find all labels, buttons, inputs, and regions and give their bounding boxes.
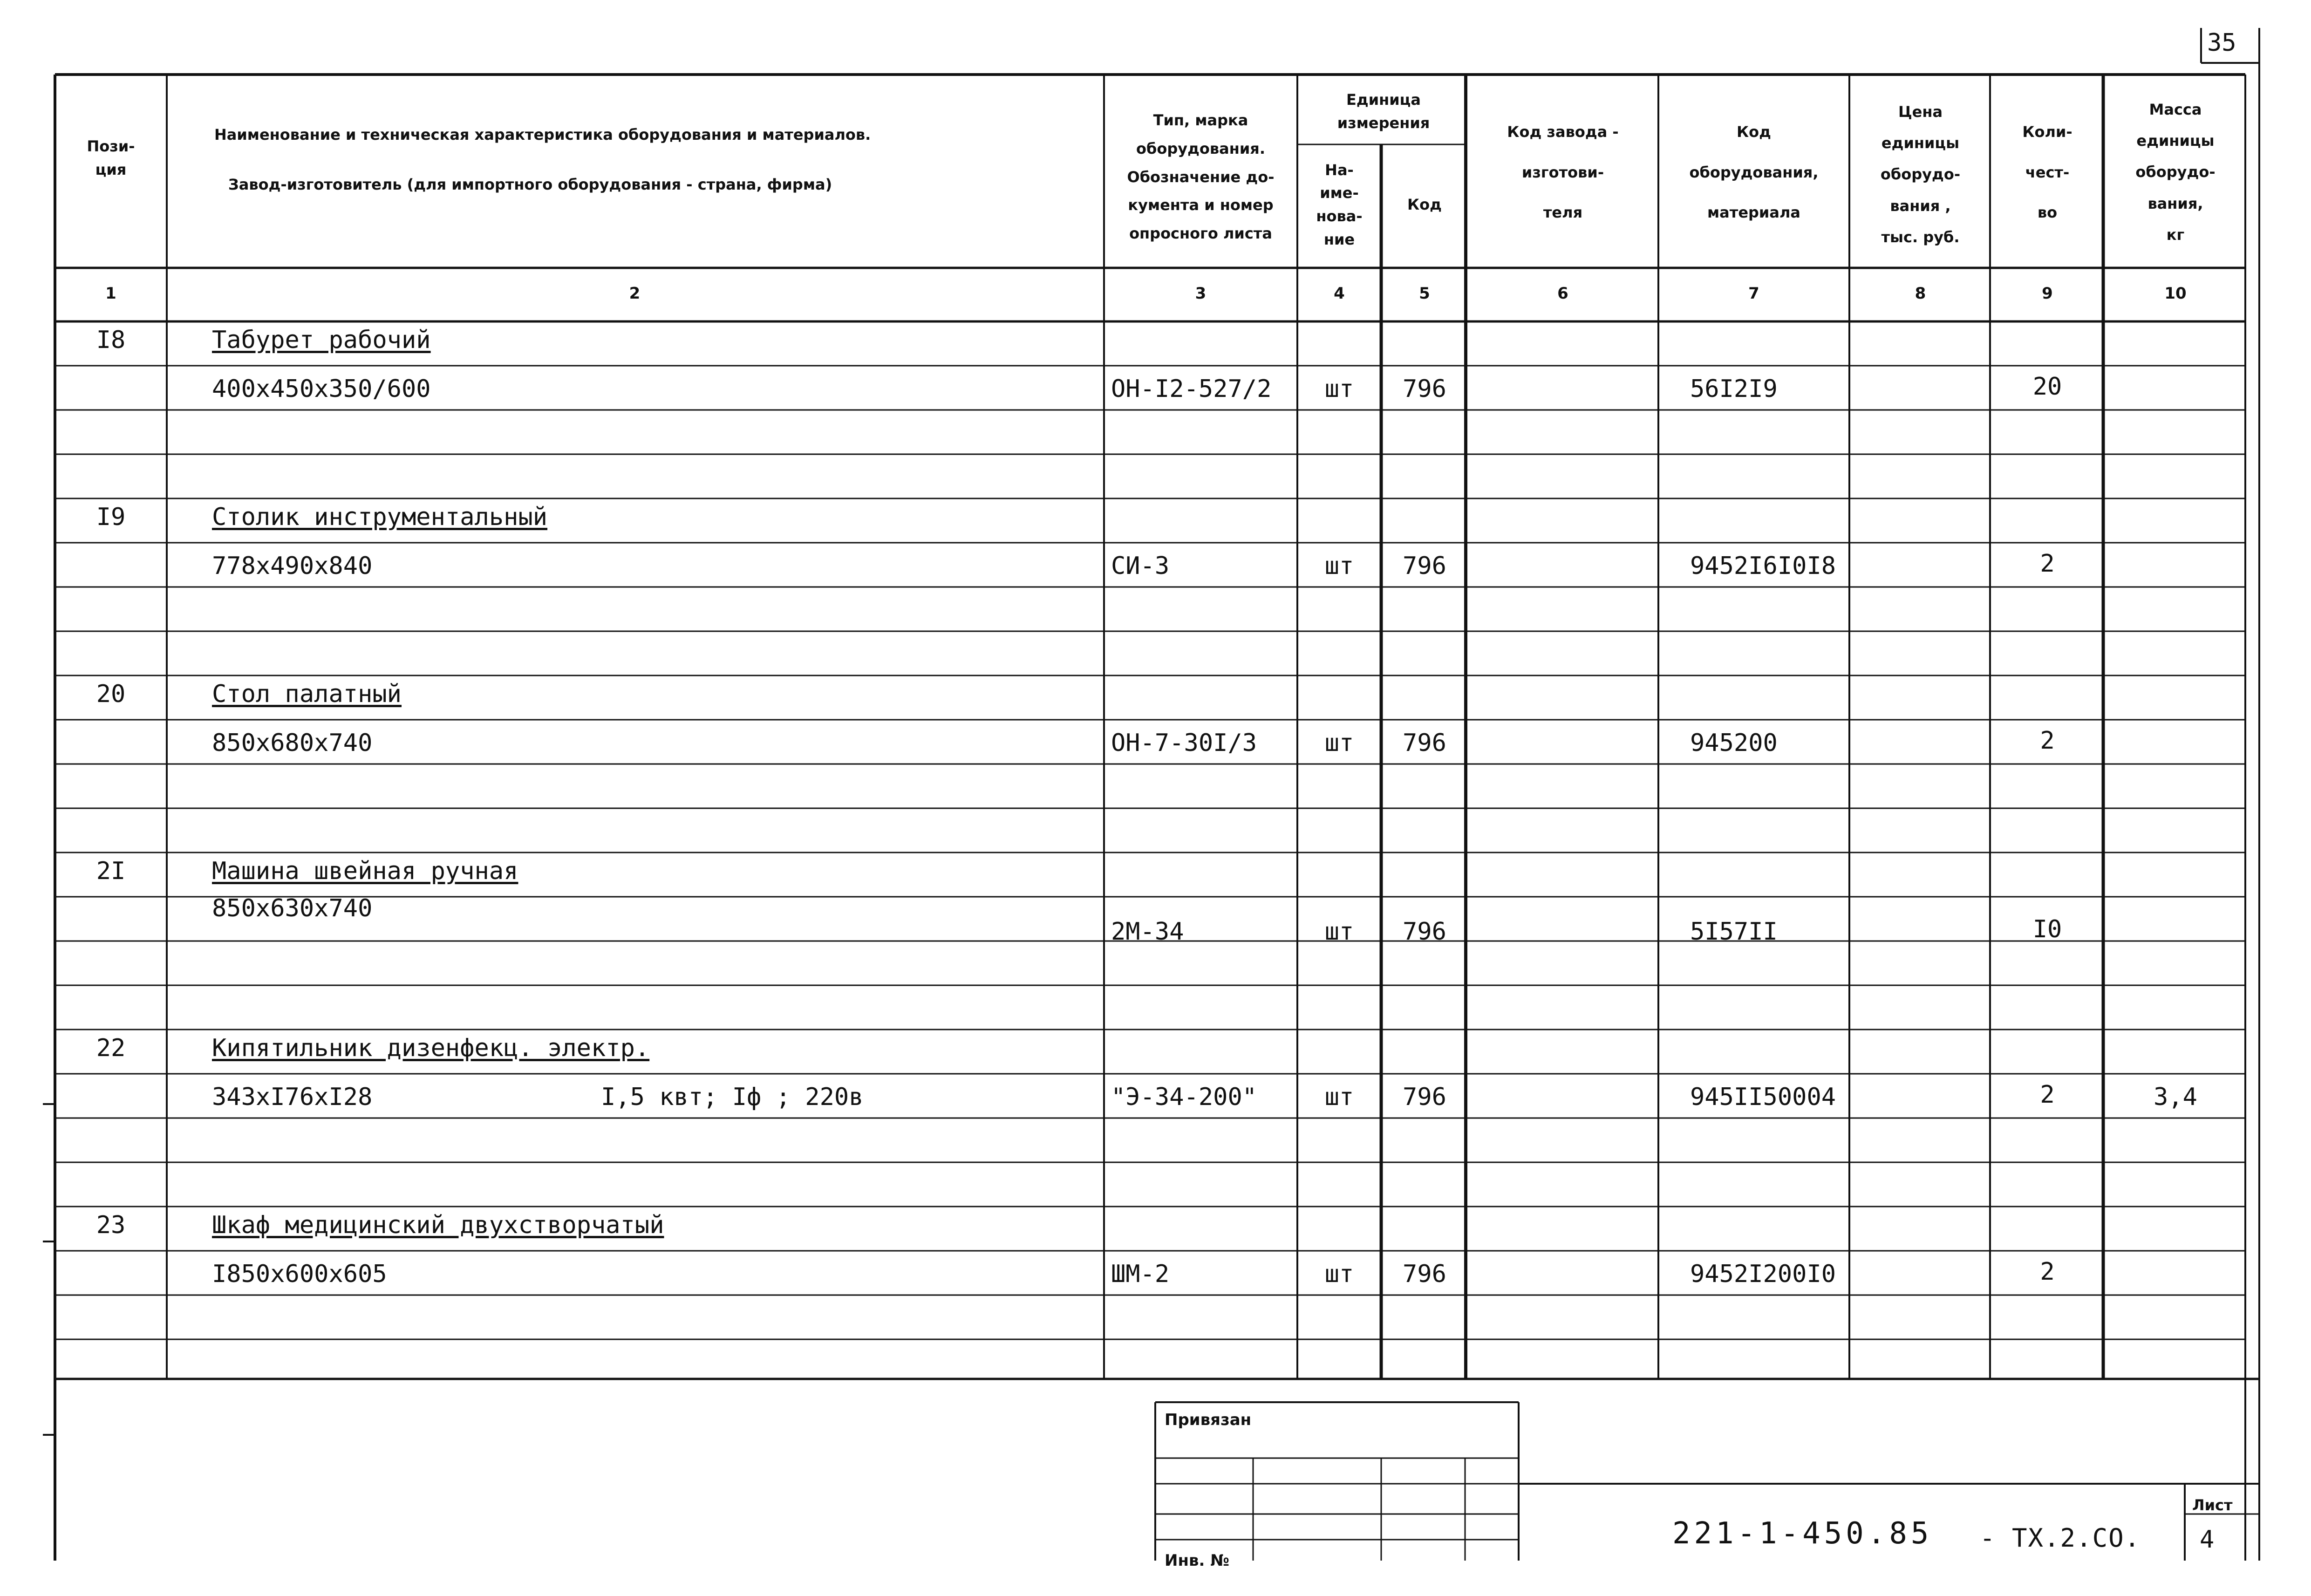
column-number: 1 [105,284,116,303]
item-spec-extra: I,5 квт; Iф ; 220в [601,1083,864,1111]
item-quantity: 2 [2040,727,2055,755]
item-type: СИ-3 [1111,552,1170,580]
item-equipment-code: 5I57II [1690,918,1778,946]
item-type: 2М-34 [1111,918,1184,946]
header-unit-group: Единица измерения [1337,91,1430,132]
item-type: ОН-I2-527/2 [1111,375,1272,403]
item-quantity: 20 [2032,373,2062,401]
item-equipment-code: 945II50004 [1690,1083,1836,1111]
item-unit-code: 796 [1403,729,1446,757]
sheet-label: Лист [2192,1496,2233,1514]
item-type: ШМ-2 [1111,1260,1170,1288]
item-unit: шт [1324,552,1354,580]
item-position: 22 [96,1034,126,1062]
item-position: I8 [96,326,126,354]
item-name: Табурет рабочий [212,326,431,354]
header-price: Цена единицы оборудо- вания , тыс. руб. [1880,103,1961,246]
column-number: 6 [1557,284,1568,303]
item-equipment-code: 9452I200I0 [1690,1260,1836,1288]
column-number: 8 [1915,284,1926,303]
column-number: 10 [2164,284,2187,303]
item-spec: 343хI76хI28 [212,1083,373,1111]
header-name-line2: Завод-изготовитель (для импортного оборудования - страна, фирма) [228,176,832,194]
item-equipment-code: 945200 [1690,729,1778,757]
item-quantity: 2 [2040,550,2055,578]
header-name-line1: Наименование и техническая характеристика оборудования и материалов. [214,126,871,144]
item-spec: 400х450х350/600 [212,375,431,403]
item-spec: 778х490х840 [212,552,373,580]
page-number: 35 [2207,29,2236,57]
inventory-number-label: Инв. № [1165,1551,1230,1570]
item-name: Машина швейная ручная [212,857,518,885]
item-name: Столик инструментальный [212,503,548,531]
item-position: I9 [96,503,126,531]
item-position: 23 [96,1211,126,1239]
item-unit: шт [1324,918,1354,946]
header-factory-code: Код завода - изготови- теля [1507,123,1619,222]
item-position: 20 [96,680,126,708]
column-number: 7 [1748,284,1759,303]
header-type: Тип, марка оборудования. Обозначение до- кумента и номер опросного листа [1127,111,1275,243]
bound-label: Привязан [1165,1411,1252,1429]
document-suffix: - ТХ.2.СО. [1980,1523,2141,1553]
item-unit: шт [1324,375,1354,403]
header-equipment-code: Код оборудования, материала [1689,123,1819,222]
item-unit: шт [1324,1083,1354,1111]
item-name: Кипятильник дизенфекц. электр. [212,1034,650,1062]
column-number: 5 [1419,284,1430,303]
item-position: 2I [96,857,126,885]
item-unit-code: 796 [1403,918,1446,946]
item-name: Стол палатный [212,680,402,708]
item-type: ОН-7-30I/3 [1111,729,1257,757]
item-spec: I850х600х605 [212,1260,387,1288]
item-quantity: I0 [2032,915,2062,943]
item-unit-code: 796 [1403,552,1446,580]
item-quantity: 2 [2040,1258,2055,1286]
item-mass: 3,4 [2154,1083,2197,1111]
item-type: "Э-34-200" [1111,1083,1257,1111]
item-spec: 850х630х740 [212,894,373,922]
item-name: Шкаф медицинский двухстворчатый [212,1211,664,1239]
column-number: 3 [1195,284,1207,303]
sheet-number: 4 [2200,1526,2215,1554]
header-unit-code: Код [1407,196,1442,214]
column-number: 9 [2042,284,2053,303]
item-unit-code: 796 [1403,375,1446,403]
item-equipment-code: 9452I6I0I8 [1690,552,1836,580]
item-equipment-code: 56I2I9 [1690,375,1778,403]
header-mass: Масса единицы оборудо- вания, кг [2135,101,2216,244]
column-number: 4 [1334,284,1345,303]
item-unit-code: 796 [1403,1083,1446,1111]
item-unit: шт [1324,729,1354,757]
header-quantity: Коли- чест- во [2022,123,2072,222]
item-spec: 850х680х740 [212,729,373,757]
header-unit-name: На- име- нова- ние [1316,161,1363,248]
column-number: 2 [629,284,641,303]
header-position: Пози- ция [87,137,135,178]
document-number: 221-1-450.85 [1672,1516,1933,1551]
item-unit-code: 796 [1403,1260,1446,1288]
item-unit: шт [1324,1260,1354,1288]
item-quantity: 2 [2040,1081,2055,1109]
